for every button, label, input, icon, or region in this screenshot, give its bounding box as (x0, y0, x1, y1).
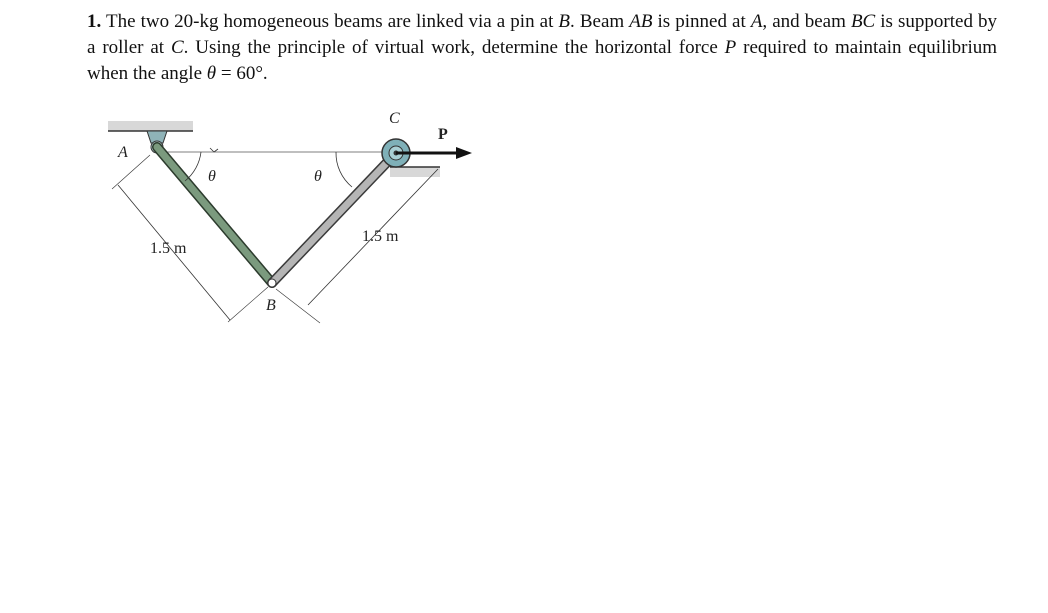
label-a: A (118, 144, 128, 161)
label-p: P (438, 126, 448, 143)
angle-value: = 60°. (220, 63, 268, 84)
ground-support-a (108, 121, 193, 131)
text-segment: required to maintain equilibrium when the angle (87, 37, 998, 84)
ground-support-c (390, 167, 440, 177)
point-a-ref: A (750, 11, 763, 32)
text-segment: . Using the principle of virtual work, determine the horizontal force (183, 37, 718, 58)
theta-ref: θ (206, 63, 217, 84)
label-theta-left: θ (208, 168, 216, 185)
pin-b-icon (268, 279, 276, 287)
point-b-ref: B (558, 11, 571, 32)
text-segment: is supported by a roller at (87, 11, 998, 58)
label-b: B (266, 297, 276, 314)
beam-ab-ref: AB (629, 11, 653, 32)
beam-figure (100, 105, 480, 330)
label-theta-right: θ (314, 168, 322, 185)
force-p-ref: P (724, 37, 737, 58)
label-c: C (389, 110, 400, 127)
text-segment: , and beam (762, 11, 846, 32)
problem-statement (87, 9, 997, 87)
text-segment: The two 20-kg homogeneous beams are linked via a pin at (105, 11, 554, 32)
beam-bc-ref: BC (850, 11, 876, 32)
problem-number: 1. (87, 11, 102, 32)
text-segment: is pinned at (657, 11, 746, 32)
dimension-label-right: 1.5 m (362, 228, 399, 245)
text-segment: . Beam (570, 11, 625, 32)
point-c-ref: C (170, 37, 184, 58)
dimension-label-left: 1.5 m (150, 240, 187, 257)
